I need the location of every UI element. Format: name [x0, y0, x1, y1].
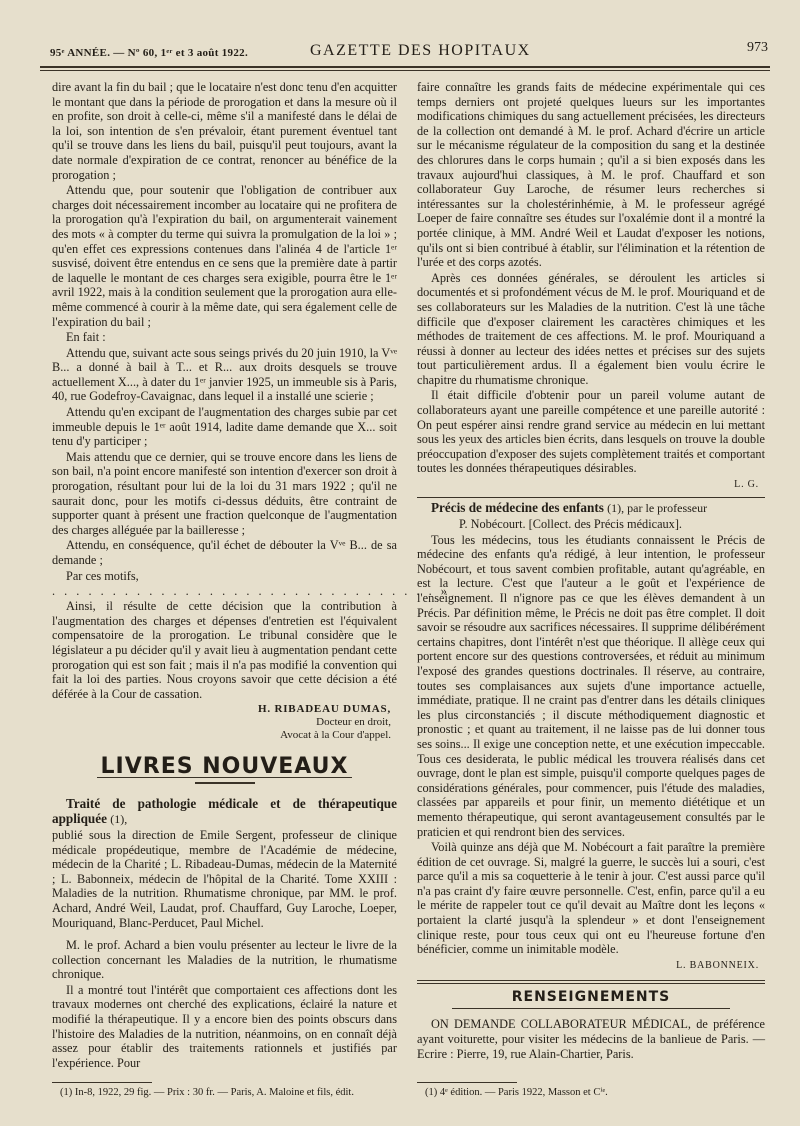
paragraph: Attendu que, pour soutenir que l'obligation de contribuer aux charges doit nécessairement incomber au locataire qui ne profitera de la prorogation qu'à l'expiration du bail, on argumenterait vainement des mots « à compter du terme qui suivra la promulgation de la loi » ; qu'en effet ces expressions contenues dans l'alinéa 4 de l'article 1ᵉʳ susvisé, doivent être entendus en ce sens que la première date à partir de laquelle le montant de ces charges sera exigible, pourra être le 1ᵉʳ avril 1922, mais à la condition seulement que la prorogation aura elle-même commencé à courir à la même date, qui sera également celle de l'expiration du bail ;: [52, 183, 397, 329]
footnote-rule: [52, 1082, 152, 1083]
review-signature: L. BABONNEIX.: [676, 959, 759, 971]
review-authors: P. Nobécourt. [Collect. des Précis médicaux].: [459, 517, 682, 532]
review-intro: publié sous la direction de Emile Sergent, professeur de clinique médicale propédeutique, membre de l'Académie de médecine, médecin de la Charité ; L. Ribadeau-Dumas, médecin de la Maternité ; L. Babonneix, médecin de l'hôpital de la Charité. Tome XXIII : Maladies de la nutrition. Rhumatisme chronique, par MM. le prof. Achard, André Weil, Laudat, prof. Chauffard, Guy Laroche, Loeper, Mouriquand, Blanc-Perducet, Paul Michel.: [52, 827, 397, 930]
signature-name: H. RIBADEAU DUMAS,: [258, 703, 391, 716]
section-rule: [417, 497, 765, 498]
footnote-rule: [417, 1082, 517, 1083]
left-column: [52, 80, 450, 1071]
paragraph: Il était difficile d'obtenir pour un pareil volume autant de collaborateurs ayant une pareille compétence et une pareille autorité : On peut espérer ainsi rendre grand service au médecin en lui mettant sous les yeux des articles bien écrits, dans lesquels on trouve la double préoccupation d'exposer des sujets complètement traités et comportant toutes les données thérapeutiques désirables.: [417, 388, 765, 476]
paragraph: Par ces motifs,: [66, 568, 139, 583]
review-title: [52, 796, 397, 827]
issue-line: 95ᵉ ANNÉE. — Nº 60, 1ᵉʳ et 3 août 1922.: [50, 47, 248, 59]
paragraph: M. le prof. Achard a bien voulu présenter au lecteur le livre de la collection concernant les Maladies de la nutrition, le rhumatisme chronique.: [52, 938, 397, 982]
paragraph: Mais attendu que ce dernier, qui se trouve encore dans les liens de son bail, n'a point encore manifesté son intention d'exercer son droit à prorogation, résultant pour lui de la loi du 31 mars 1922 ; qu'il ne saurait donc, pour les motifs ci-dessus déduits, être contraint de supporter quant à présent une fraction quelconque de l'augmentation des charges alléguée par la bailleresse ;: [52, 449, 397, 537]
section-title: LIVRES NOUVEAUX: [97, 760, 353, 778]
paragraph: Attendu que, suivant acte sous seings privés du 20 juin 1910, la Vᵛᵉ B... a donné à bail à T... et R... aux droits desquels se trouve actuellement X..., à dater du 1ᵉʳ janvier 1925, un immeuble sis à Paris, 40, rue Godefroy-Cavaignac, dans lequel il a installé une scierie ;: [52, 345, 398, 404]
paragraph: En fait :: [66, 330, 106, 345]
section-heading: [52, 754, 397, 784]
paragraph: Attendu qu'en excipant de l'augmentation des charges subie par cet immeuble depuis le 1ᵉʳ août 1914, ladite dame demande que X... soit tenu d'y participer ;: [52, 405, 397, 449]
renseignements-title: RENSEIGNEMENTS: [511, 988, 671, 1005]
footnote: (1) In-8, 1922, 29 fig. — Prix : 30 fr. — Paris, A. Maloine et fils, édit.: [60, 1087, 354, 1098]
review-title-text: Précis de médecine des enfants: [431, 500, 604, 516]
page-header: [40, 40, 770, 68]
signature-line: Avocat à la Cour d'appel.: [280, 729, 391, 742]
paragraph: Tous les médecins, tous les étudiants connaissent le Précis de médecine des enfants qu'a rédigé, à leur intention, le professeur Nobécourt, et tous savent combien profitable, autant qu'agréable, en est la lecture. C'est que l'auteur a le goût et l'expérience de l'enseignement. Il n'ignore pas ce que les élèves demandent à un Précis. Par définition même, le Précis ne doit pas être complet. Il doit savoir se résoudre aux sacrifices nécessaires. Il supprime délibérément certains chapitres, dont l'intérêt n'est que théorique. Il allège ceux qui portent encore sur des questions controversées, et réduit au minimum l'exposé des grandes questions doctrinales. Il réserve, au contraire, toutes ses complaisances aux sujets d'une importance actuelle, immédiate, pratique. Il ne craint pas d'entrer dans les détails cliniques les plus circonstanciés ; il discute méthodiquement diagnostic et pronostic ; et quant au traitement, il ne laisse pas de lui donner tous ses soins... Il exige une conception nette, et une exécution impeccable. Tous ces desiderata, le public médical les trouvera réalisés dans cet ouvrage, dont le plan est simple, puisqu'il comporte quelques pages de considérations générales, pour commencer, puis l'étude des maladies, classées par appareils et pour finir, un memento diététique et un memento thérapeutique, qui seront avantageusement consultés par le praticien et qui rendront bien des services.: [417, 532, 765, 839]
author-signature: [52, 703, 391, 742]
section-rule: [417, 980, 765, 981]
review-title-text: Traité de pathologie médicale et de thérapeutique appliquée: [52, 795, 397, 826]
review-initials: L. G.: [734, 479, 759, 491]
section-rule: [452, 1008, 730, 1009]
header-rule: [40, 70, 770, 71]
paragraph: Attendu, en conséquence, qu'il échet de débouter la Vᵛᵉ B... de sa demande ;: [52, 538, 397, 567]
page-number: 973: [747, 40, 768, 55]
review-title-note: (1),: [110, 811, 128, 826]
journal-title: GAZETTE DES HOPITAUX: [310, 42, 531, 59]
paragraph: Il a montré tout l'intérêt que comportaient ces affections dont les travaux modernes ont cherché des explications, éclairé la nature et modifié la thérapeutique. Il y a encore bien des points obscurs dans l'histoire des Maladies de la nutrition, néanmoins, on en connaît déjà assez pour établir des traitements rationnels et justifiés par l'expérience. Pour: [52, 982, 397, 1070]
paragraph: Voilà quinze ans déjà que M. Nobécourt a fait paraître la première édition de cet ouvrage. Si, malgré la guerre, le succès lui a souri, c'est parce qu'il a mis sa coquetterie à le tenir à jour. C'est aussi parce qu'il n'a pas craint d'y faire œuvre personnelle. C'est, enfin, parce qu'il a eu le mérite de rappeler tout ce qu'il devait au Maître dont les leçons « portaient la clarté jusqu'à la splendeur » et dont l'enseignement clinique reste, pour tous ceux qui ont eu l'heureuse fortune d'en bénéficier, comme un inimitable modèle.: [417, 840, 765, 957]
paragraph: faire connaître les grands faits de médecine expérimentale qui ces temps derniers ont projeté quelques lueurs sur les importantes modifications chimiques du sang actuellement précisées, les directeurs de la collection ont demandé à M. le prof. Achard d'écrire un article sur le mécanisme régulateur de la composition du sang et la destinée des chlorures dans le corps humain ; qu'il a si bien exposés dans les travaux aujourd'hui classiques, à M. le prof. Chauffard et son collaborateur Guy Laroche, de résumer leurs recherches si intéressantes sur la cholestérinhémie, à M. le professeur agrégé Loeper de faire connaître ses études sur l'oxalémie dont il a montré la portée clinique, à MM. André Weil et Laudat d'exposer les notions, qu'ils ont si bien contribué à établir, sur l'élimination et la rétention de l'urée et des corps azotés.: [417, 80, 765, 270]
heading-ornament: [195, 782, 255, 784]
signature-line: Docteur en droit,: [316, 716, 391, 729]
review-title: [417, 500, 765, 516]
classified-ad: ON DEMANDE COLLABORATEUR MÉDICAL, de préférence ayant voiturette, pour visiter les médecins de la banlieue de Paris. — Ecrire : Pierre, 19, rue Alain-Chartier, Paris.: [417, 1017, 765, 1061]
ellipsis-line: . . . . . . . . . . . . . . . . . . . . . . . . . . . . . . . . »: [52, 584, 450, 599]
section-rule: [417, 983, 765, 984]
paragraph: Après ces données générales, se déroulent les articles si documentés et si profondément vécus de M. le prof. Mouriquand et de ses collaborateurs sur les Maladies de la nutrition. C'est là une tâche difficile que d'exposer clairement les caractères chimiques et les méthodes de traitement de ces affections. M. le prof. Mouriquand a réussi à donner au lecteur des idées nettes et précises sur des sujets tout particulièrement ardus. Il a également bien voulu écrire le chapitre du rhumatisme chronique.: [417, 270, 765, 387]
footnote: (1) 4ᵉ édition. — Paris 1922, Masson et Cⁱᵉ.: [425, 1087, 608, 1098]
review-title-note: (1), par le professeur: [607, 501, 708, 516]
right-column: [417, 80, 765, 1062]
paragraph: dire avant la fin du bail ; que le locataire n'est donc tenu d'en acquitter le montant que dans la période de prorogation et dans la mesure où il en profite, son droit à celle-ci, même s'il a manifesté dans le délai de la loi, son intention de s'en prévaloir, étant purement éventuel tant qu'il se trouve dans les liens du bail, puisqu'il peut toujours, avant la date normale d'expiration de ce contrat, renoncer au bénéfice de la prorogation ;: [52, 80, 397, 182]
paragraph: Ainsi, il résulte de cette décision que la contribution à l'augmentation des charges et dépenses d'entretien est l'équivalent compensatoire de la prorogation. Le tribunal considère que le législateur a pu décider qu'il y avait lieu à augmentation pendant cette prorogation qui est son fait ; mais il n'a pas modifié la convention qui fait la loi des parties. Nous croyons savoir que cette décision a été déférée à la Cour de cassation.: [52, 599, 397, 701]
